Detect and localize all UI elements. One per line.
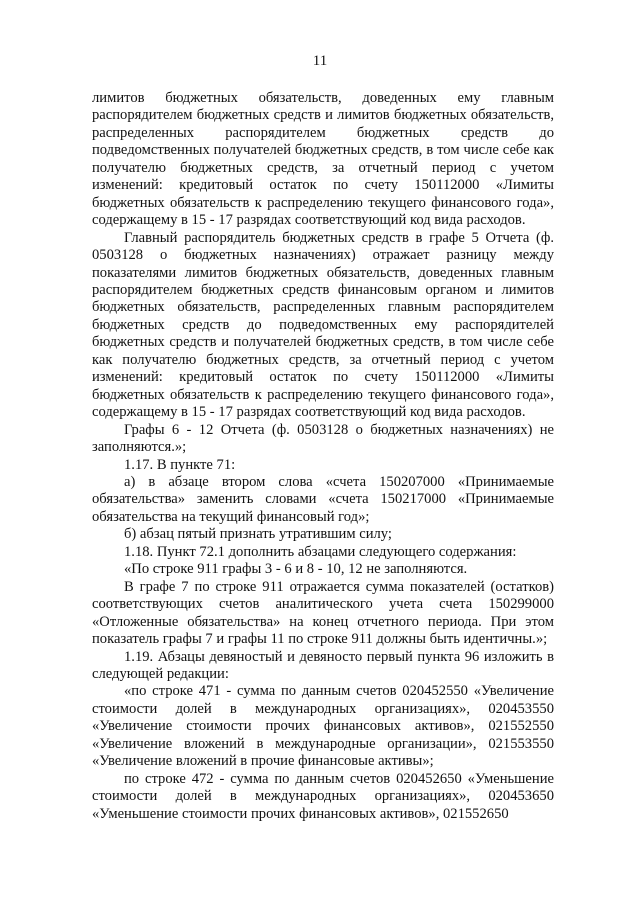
paragraph: Графы 6 - 12 Отчета (ф. 0503128 о бюджетных назначениях) не заполняются.»;	[92, 421, 554, 456]
paragraph: 1.19. Абзацы девяностый и девяносто первый пункта 96 изложить в следующей редакции:	[92, 648, 554, 682]
paragraph: лимитов бюджетных обязательств, доведенных ему главным распорядителем бюджетных средств и лимитов бюджетных обязательств, распределенных распорядителем бюджетных средств до подведомственных получателей бюджетных средств, в том числе себе как получателю бюджетных средств, за отчетный период с учетом изменений: кредитовый остаток по счету 150112000 «Лимиты бюджетных обязательств к распределению текущего финансового года», содержащему в 15 - 17 разрядах соответствующий код вида расходов.	[92, 90, 554, 229]
paragraph: В графе 7 по строке 911 отражается сумма показателей (остатков) соответствующих счетов аналитического учета счета 150299000 «Отложенные обязательства» на конец отчетного периода. При этом показатель графы 7 и графы 11 по строке 911 должны быть идентичны.»;	[92, 578, 554, 648]
paragraph: «по строке 471 - сумма по данным счетов 020452550 «Увеличение стоимости долей в международных организациях», 020453550 «Увеличение стоимости прочих финансовых активов», 021552550 «Увеличение вложений в международные организации», 021553550 «Увеличение вложений в прочие финансовые активы»;	[92, 683, 554, 770]
paragraph: б) абзац пятый признать утратившим силу;	[124, 526, 392, 543]
paragraph: а) в абзаце втором слова «счета 150207000 «Принимаемые обязательства» заменить словами «счета 150217000 «Принимаемые обязательства на текущий финансовый год»;	[92, 473, 554, 525]
document-body	[92, 90, 554, 823]
paragraph: 1.18. Пункт 72.1 дополнить абзацами следующего содержания:	[124, 543, 517, 560]
paragraph: «По строке 911 графы 3 - 6 и 8 - 10, 12 не заполняются.	[124, 561, 468, 578]
paragraph: по строке 472 - сумма по данным счетов 020452650 «Уменьшение стоимости долей в международных организациях», 020453650 «Уменьшение стоимости прочих финансовых активов», 021552650	[92, 770, 554, 822]
paragraph: 1.17. В пункте 71:	[124, 456, 236, 473]
page-number: 11	[312, 53, 328, 69]
paragraph: Главный распорядитель бюджетных средств в графе 5 Отчета (ф. 0503128 о бюджетных назначениях) отражает разницу между показателями лимитов бюджетных обязательств, доведенных главным распорядителем бюджетных средств финансовым органом и лимитов бюджетных обязательств, распределенных главным распорядителем бюджетных средств до подведомственных ему распорядителей бюджетных средств и получателей бюджетных средств, в том числе себе как получателю бюджетных средств, за отчетный период с учетом изменений: кредитовый остаток по счету 150112000 «Лимиты бюджетных обязательств к распределению текущего финансового года», содержащему в 15 - 17 разрядах соответствующий код вида расходов.	[92, 229, 554, 421]
